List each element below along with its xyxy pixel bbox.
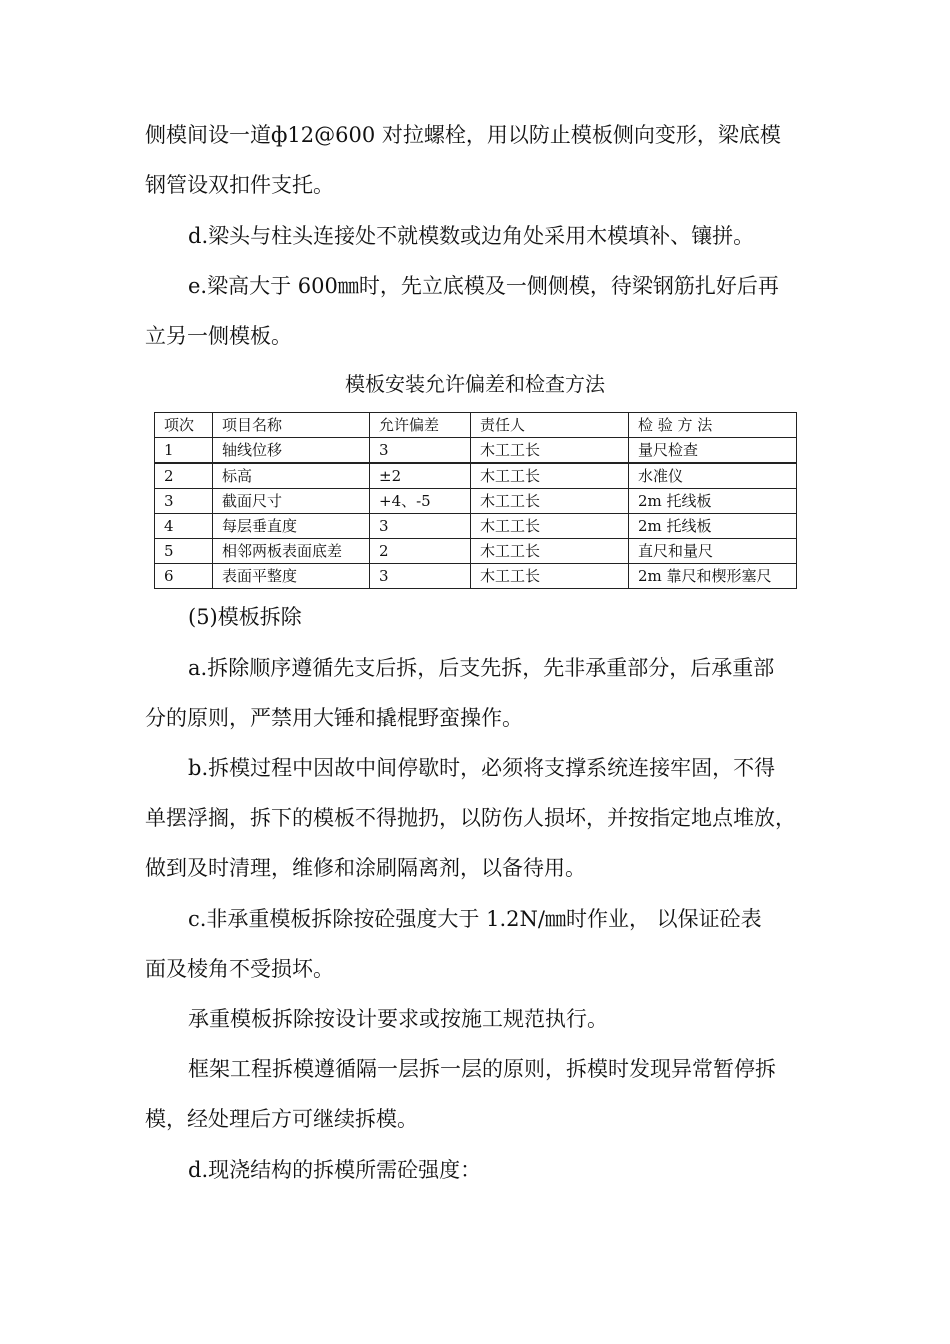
table-cell: 木工工长 [471,539,629,564]
table-cell: 2 [370,539,471,564]
table-cell: 3 [370,514,471,539]
table-cell: 木工工长 [471,438,629,464]
table-cell: 3 [155,489,213,514]
text-line: e.梁高大于 600㎜时，先立底模及一侧侧模，待梁钢筋扎好后再 [188,274,779,298]
text-line: 面及棱角不受损坏。 [145,957,334,981]
table-cell: 标高 [213,463,370,489]
text-line: d.梁头与柱头连接处不就模数或边角处采用木模填补、镶拼。 [188,224,755,248]
table-cell: 每层垂直度 [213,514,370,539]
table-cell: 水准仪 [629,463,797,489]
table-cell: 木工工长 [471,489,629,514]
text-line: c.非承重模板拆除按砼强度大于 1.2N/㎜时作业， 以保证砼表 [188,907,762,931]
table-cell: 木工工长 [471,514,629,539]
table-header-cell: 项次 [155,413,213,438]
text-line: b.拆模过程中因故中间停歇时，必须将支撑系统连接牢固，不得 [188,756,776,780]
table-caption: 模板安装允许偏差和检查方法 [345,372,605,396]
table-cell: 直尺和量尺 [629,539,797,564]
table-cell: 木工工长 [471,564,629,589]
text-line: 模，经处理后方可继续拆模。 [145,1107,418,1131]
table-cell: 轴线位移 [213,438,370,464]
table-cell: 1 [155,438,213,464]
text-line: a.拆除顺序遵循先支后拆，后支先拆，先非承重部分，后承重部 [188,656,775,680]
text-line: 分的原则，严禁用大锤和撬棍野蛮操作。 [145,706,523,730]
table-cell: +4、-5 [370,489,471,514]
table-header-row [155,413,797,438]
text-line: 立另一侧模板。 [145,324,292,348]
text-line: 钢管设双扣件支托。 [145,173,334,197]
table-row [155,438,797,464]
text-line: 做到及时清理，维修和涂刷隔离剂，以备待用。 [145,856,586,880]
table-cell: 相邻两板表面底差 [213,539,370,564]
tolerance-table [154,412,797,589]
table-row [155,489,797,514]
table-row [155,514,797,539]
text-line: d.现浇结构的拆模所需砼强度： [188,1158,482,1182]
table-cell: 3 [370,564,471,589]
text-line: 框架工程拆模遵循隔一层拆一层的原则，拆模时发现异常暂停拆 [188,1057,776,1081]
table-cell: 2 [155,463,213,489]
table-header-cell: 检 验 方 法 [629,413,797,438]
table-row [155,564,797,589]
table-cell: 表面平整度 [213,564,370,589]
table-cell: 木工工长 [471,463,629,489]
table-cell: 2m 托线板 [629,489,797,514]
table-cell: 4 [155,514,213,539]
text-line: 单摆浮搁，拆下的模板不得抛扔，以防伤人损坏，并按指定地点堆放， [145,806,796,830]
table-row [155,463,797,489]
text-line: 承重模板拆除按设计要求或按施工规范执行。 [188,1007,608,1031]
table-row [155,539,797,564]
table-cell: 截面尺寸 [213,489,370,514]
table-cell: 3 [370,438,471,464]
table-cell: 2m 托线板 [629,514,797,539]
section-heading: (5)模板拆除 [188,605,302,629]
table-header-cell: 项目名称 [213,413,370,438]
table-cell: 6 [155,564,213,589]
table-cell: 5 [155,539,213,564]
table-header-cell: 责任人 [471,413,629,438]
table-header-cell: 允许偏差 [370,413,471,438]
table-cell: 2m 靠尺和楔形塞尺 [629,564,797,589]
text-line: 侧模间设一道ф12@600 对拉螺栓，用以防止模板侧向变形，梁底模 [145,123,781,147]
table-cell: 量尺检查 [629,438,797,464]
table-cell: ±2 [370,463,471,489]
